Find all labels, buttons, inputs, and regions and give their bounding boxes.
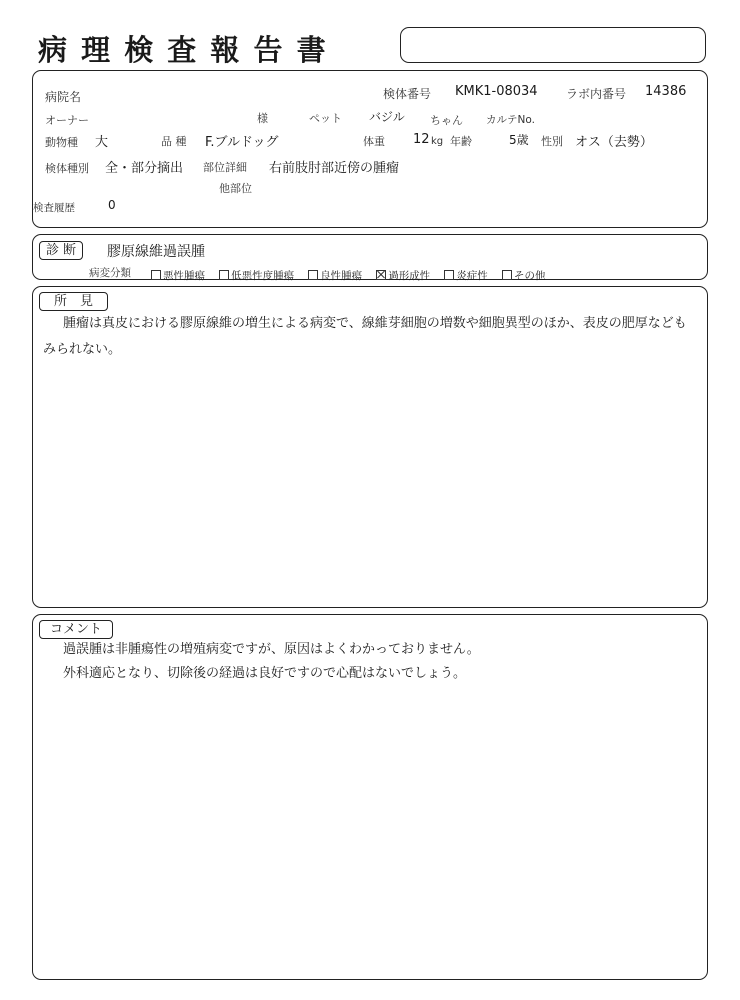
class-benign: 良性腫瘍 [308, 268, 362, 283]
specimen-value: KMK1-08034 [455, 84, 538, 99]
checkbox-icon [219, 270, 229, 280]
history-value: 0 [108, 198, 116, 212]
site-detail-label: 部位詳細 [203, 161, 247, 174]
class-hyperplastic: 過形成性 [376, 268, 430, 283]
site-detail-value: 右前肢肘部近傍の腫瘤 [269, 161, 400, 176]
diagnosis-box [32, 234, 708, 280]
comment-box [32, 614, 708, 980]
checkbox-icon [444, 270, 454, 280]
classification-label: 病変分類 [89, 267, 131, 279]
owner-label: オーナー [45, 114, 89, 127]
sex-value: オス（去勢） [575, 135, 653, 150]
age-value: 5歳 [509, 133, 529, 147]
sex-label: 性別 [541, 135, 563, 148]
specimen-label: 検体番号 [383, 87, 432, 101]
other-site-label: 他部位 [219, 182, 252, 195]
class-malignant: 悪性腫瘍 [151, 268, 205, 283]
class-low-grade: 低悪性度腫瘍 [219, 268, 294, 283]
weight-unit: kg [431, 136, 444, 147]
patient-info-box [32, 70, 708, 228]
lab-number-label: ラボ内番号 [566, 87, 627, 101]
comment-tag: コメント [39, 620, 113, 639]
breed-label: 品 種 [161, 135, 187, 148]
hospital-label: 病院名 [45, 90, 82, 104]
diagnosis-value: 膠原線維過誤腫 [107, 244, 205, 260]
class-inflammatory: 炎症性 [444, 268, 488, 283]
lab-number-value: 14386 [645, 84, 687, 99]
chart-number-label: カルテNo. [486, 114, 535, 126]
checkbox-icon [502, 270, 512, 280]
findings-box [32, 286, 708, 608]
species-value: 大 [95, 135, 109, 150]
weight-label: 体重 [363, 135, 385, 148]
comment-line-2: 外科適応となり、切除後の経過は良好ですので心配はないでしょう。 [63, 666, 467, 681]
weight-value: 12 [413, 132, 430, 147]
class-other: その他 [502, 268, 546, 283]
owner-suffix: 様 [257, 112, 268, 125]
classification-list [151, 264, 554, 283]
history-label: 検査履歴 [33, 202, 75, 214]
findings-tag: 所 見 [39, 292, 108, 311]
comment-line-1: 過誤腫は非腫瘍性の増殖病変ですが、原因はよくわかっておりません。 [63, 642, 480, 657]
pet-suffix: ちゃん [430, 114, 463, 127]
sample-type-label: 検体種別 [45, 162, 89, 175]
checkbox-icon [151, 270, 161, 280]
findings-text: 腫瘤は真皮における膠原線維の増生による病変で、線維芽細胞の増数や細胞異型のほか、表皮の肥厚などもみられない。 [43, 316, 687, 357]
age-label: 年齢 [450, 135, 472, 148]
page-title: 病 理 検 査 報 告 書 [38, 33, 328, 67]
stamp-box [400, 27, 706, 63]
sample-type-value: 全・部分摘出 [105, 161, 184, 176]
pet-name: バジル [369, 110, 405, 124]
breed-value: F.ブルドッグ [205, 135, 279, 150]
pet-label: ペット [309, 112, 342, 125]
checkbox-icon [308, 270, 318, 280]
diagnosis-tag: 診 断 [39, 241, 83, 260]
checked-checkbox-icon [376, 270, 386, 280]
species-label: 動物種 [45, 136, 78, 149]
